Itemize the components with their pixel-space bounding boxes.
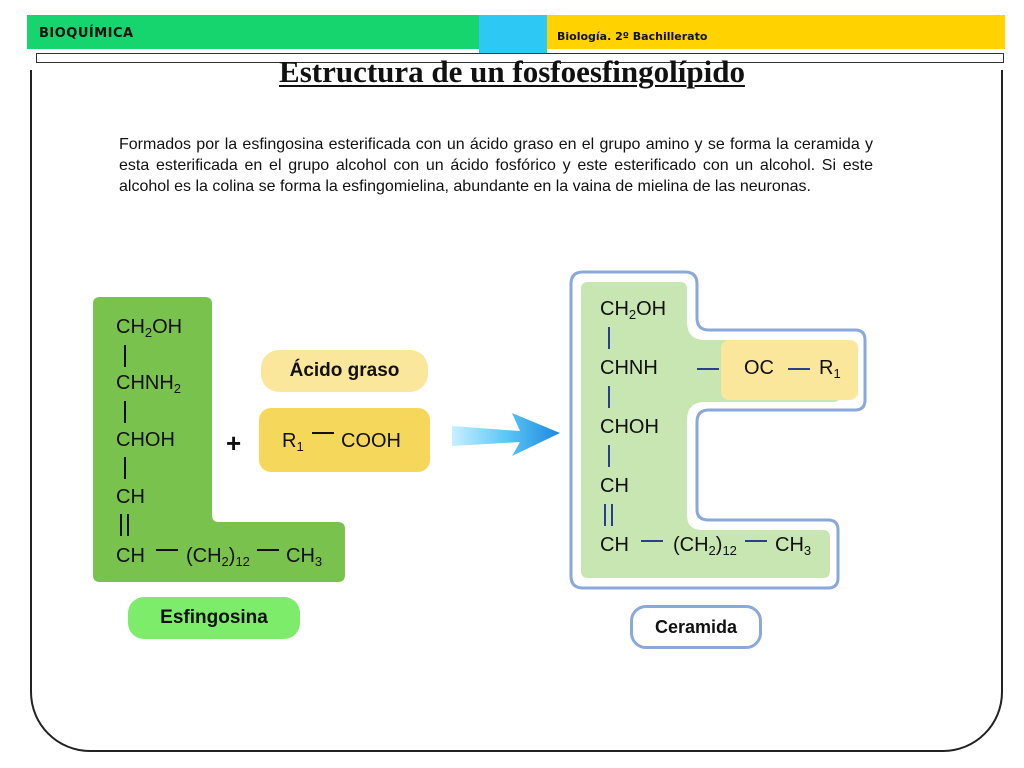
cer-oc: OC: [744, 357, 774, 379]
description-paragraph: Formados por la esfingosina esterificada con un ácido graso en el grupo amino y se forma la ceramida y esta esterificada en el grupo alcohol con un ácido fosfórico y este esterificado con un alcohol. Si este alcohol es la colina se forma la esfingomielina, abundante en la vaina de mielina de las neuronas.: [119, 136, 873, 195]
esf-double-bond-a: [120, 514, 122, 536]
cer-r1: $R_1$: [819, 357, 841, 381]
acido-graso-r1: $R_1$: [282, 430, 304, 454]
cer-bond-r1: [788, 368, 810, 370]
cer-bond-amide: [697, 368, 719, 370]
esfingosina-label: Esfingosina: [128, 597, 300, 639]
header-subject-label: BIOQUÍMICA: [39, 26, 134, 41]
cer-double-bond-a: [604, 504, 606, 526]
esf-chnh2: $CHNH_2$: [116, 372, 182, 396]
acido-graso-bond: [312, 432, 334, 434]
cer-ch3: $CH_3$: [775, 534, 812, 558]
esf-ch-last: CH: [116, 545, 145, 567]
esf-ch2oh: $CH_2OH$: [116, 316, 183, 340]
acido-graso-cooh: COOH: [341, 430, 401, 452]
cer-bond-1: [608, 327, 610, 349]
esf-bond-3: [124, 457, 126, 479]
cer-choh: CHOH: [600, 416, 659, 438]
esf-bond-2: [124, 401, 126, 423]
esf-bond-4: [156, 549, 178, 551]
esf-ch3: $CH_3$: [286, 545, 323, 569]
esf-bond-1: [124, 345, 126, 367]
cer-ch2-group: $(CH_2)_{12}$: [673, 534, 737, 558]
cer-ch2oh: $CH_2OH$: [600, 298, 667, 322]
page-title: Estructura de un fosfoesfingolípido: [279, 54, 745, 89]
ceramida-label: Ceramida: [630, 605, 762, 649]
esf-ch: CH: [116, 486, 145, 508]
plus-sign: +: [226, 428, 242, 458]
header-course-label: Biología. 2º Bachillerato: [557, 30, 708, 43]
cer-bond-3: [608, 445, 610, 467]
reaction-arrow-icon: [452, 413, 560, 456]
cer-chnh: CHNH: [600, 357, 658, 379]
esf-ch2-group: $(CH_2)_{12}$: [186, 545, 250, 569]
esf-double-bond-b: [127, 514, 129, 536]
cer-ch: CH: [600, 475, 629, 497]
cer-bond-4: [641, 540, 663, 542]
cer-bond-5: [745, 540, 767, 542]
cer-double-bond-b: [611, 504, 613, 526]
acido-graso-label: Ácido graso: [261, 350, 428, 392]
cer-bond-2: [608, 386, 610, 408]
esf-choh: CHOH: [116, 429, 175, 451]
esf-bond-5: [257, 549, 279, 551]
cer-ch-last: CH: [600, 534, 629, 556]
